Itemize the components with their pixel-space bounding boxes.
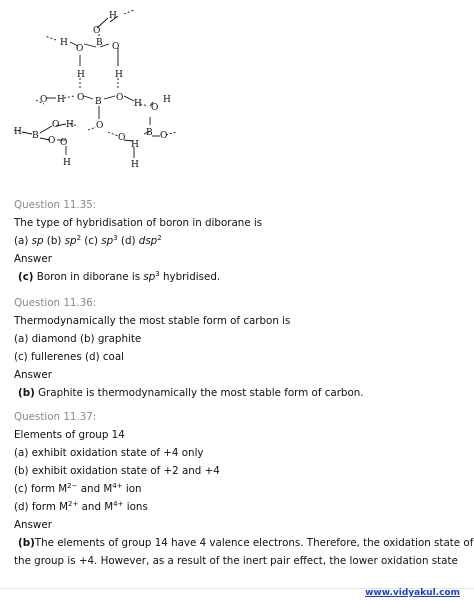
atom-b: B — [32, 131, 39, 141]
atom-o: O — [77, 93, 85, 103]
atom-o: O — [40, 95, 48, 105]
question-title: Question 11.37: — [14, 411, 97, 423]
question-options: (a) sp (b) $sp^2$ (c) $sp^3$ (d) dsp$^2$ — [14, 234, 162, 247]
question-11-36 — [14, 294, 464, 402]
atom-o: O — [160, 131, 168, 141]
question-title: Question 11.35: — [14, 199, 97, 211]
option-c: (c) form $M^{2-}$ and $M^{4+}$ ion — [14, 482, 142, 495]
question-11-35 — [14, 196, 464, 286]
answer-label: Answer — [14, 519, 52, 531]
answer-text: (c) Boron in diborane is $sp^3$ hybridised. — [18, 270, 221, 283]
atom-h: H — [131, 160, 139, 170]
answer-label: Answer — [14, 253, 52, 265]
option-a: (a) exhibit oxidation state of +4 only — [14, 447, 204, 459]
atom-h: H — [163, 95, 171, 105]
question-stem: The type of hybridisation of boron in diborane is — [14, 217, 263, 229]
footer-site-link[interactable]: www.vidyakul.com — [365, 588, 460, 598]
atom-h: H — [115, 70, 123, 80]
atom-h: H — [14, 127, 22, 137]
atom-o: O — [60, 138, 68, 148]
atom-h: H — [63, 158, 71, 168]
atom-o: O — [151, 103, 159, 113]
question-stem: Elements of group 14 — [14, 429, 125, 441]
question-options: (c) fullerenes (d) coal — [14, 351, 124, 363]
answer-text: (b)The elements of group 14 have 4 valence electrons. Therefore, the oxidation state of — [18, 537, 474, 549]
atom-o: O — [48, 136, 56, 146]
atom-h: H — [109, 11, 117, 21]
atom-b: B — [146, 128, 153, 138]
question-stem: Thermodynamically the most stable form of carbon is — [14, 315, 291, 327]
atom-o: O — [118, 133, 126, 143]
answer-text: (b) Graphite is thermodynamically the most stable form of carbon. — [18, 387, 364, 399]
atom-h: H — [57, 95, 65, 105]
atom-b: B — [95, 97, 102, 107]
atom-o: O — [116, 93, 124, 103]
atom-o: O — [96, 121, 104, 131]
option-d: (d) form $M^{2+}$ and $M^{4+}$ ions — [14, 500, 148, 513]
atom-o: O — [112, 42, 120, 52]
atom-h: H — [131, 140, 139, 150]
atom-h: H — [66, 120, 74, 130]
boric-acid-structure-diagram — [0, 0, 200, 175]
answer-text-continued: the group is +4. However, as a result of the inert pair effect, the lower oxidation state — [14, 555, 458, 567]
question-title: Question 11.36: — [14, 297, 97, 309]
atom-o: O — [76, 44, 84, 54]
atom-o: O — [93, 26, 101, 36]
atom-h: H — [134, 99, 142, 109]
atom-o: O — [52, 120, 60, 130]
question-11-37 — [14, 408, 474, 570]
atom-h: H — [77, 70, 85, 80]
answer-label: Answer — [14, 369, 52, 381]
question-options: (a) diamond (b) graphite — [14, 333, 142, 345]
atom-b: B — [96, 38, 103, 48]
atom-h: H — [60, 38, 68, 48]
option-b: (b) exhibit oxidation state of +2 and +4 — [14, 465, 220, 477]
